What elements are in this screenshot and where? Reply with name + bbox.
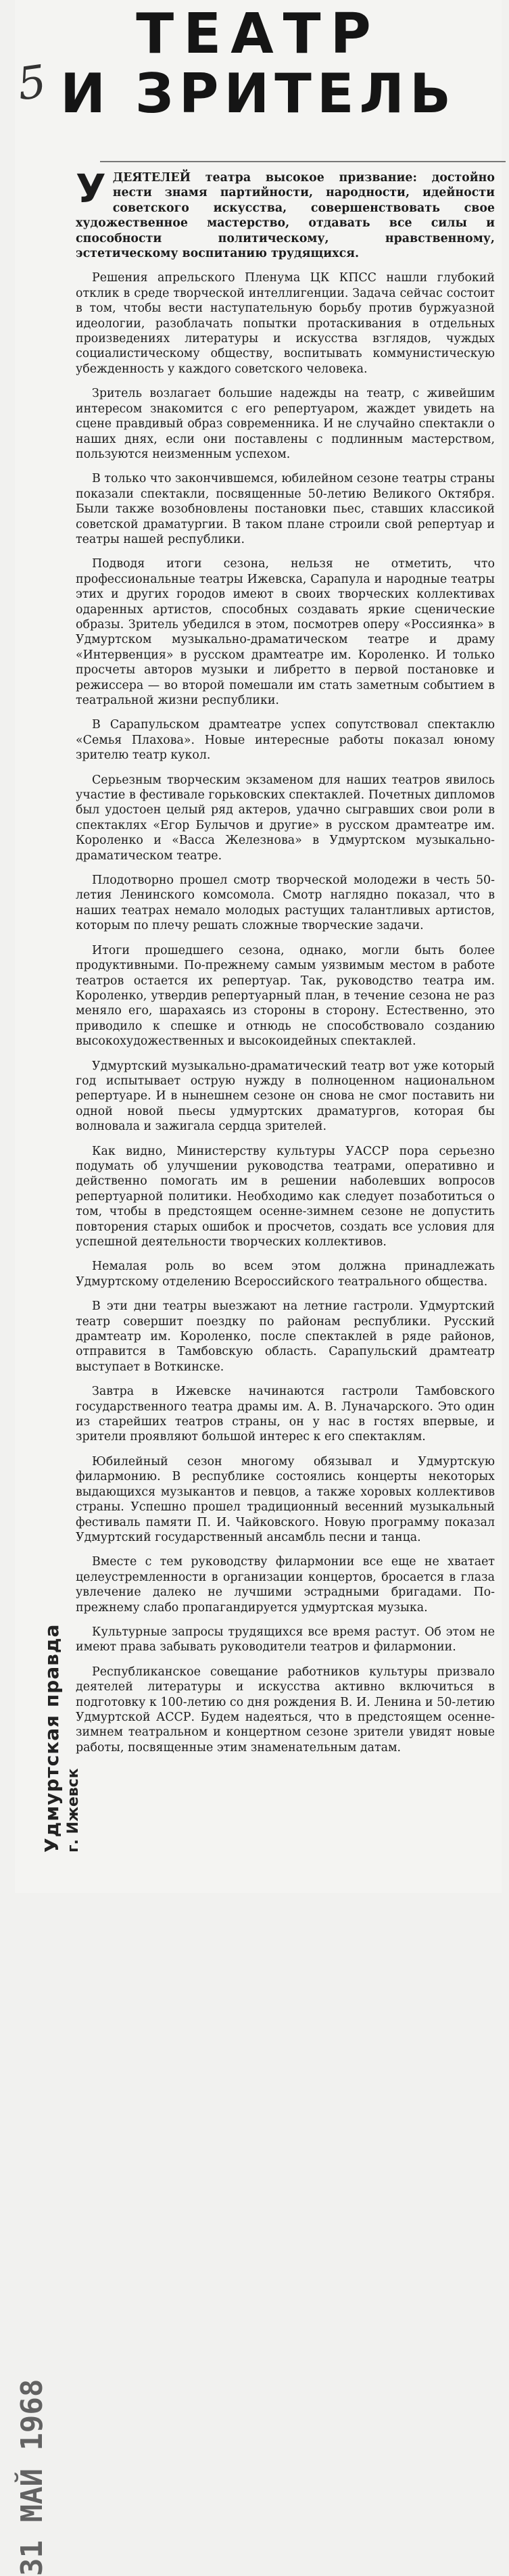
article-paragraph: Республиканское совещание работников культуры призвало деятелей литературы и искусства активно включиться в подготовку к 100-летию со дня рождения В. И. Ленина и 50-летию Удмуртской АССР. Будем надеяться, что в предстоящем осенне-зимнем театральном и концертном сезоне зрители увидят новые работы, посвященные этим знаменательным датам. <box>76 1665 495 1755</box>
headline-divider <box>100 161 506 162</box>
article-paragraph: Подводя итоги сезона, нельзя не отметить, что профессиональные театры Ижевска, Сарапула и народные театры этих и других городов имеют в своих творческих коллективах одаренных артистов, способных создавать яркие сценические образы. Зритель убедился в этом, посмотрев оперу «Россиянка» в Удмуртском музыкально-драматическом театре и драму «Интервенция» в русском драмтеатре им. Короленко. И только просчеты авторов музыки и либретто в первой постановке и режиссера — во второй помешали им стать заметным событием в театральной жизни республики. <box>76 557 495 707</box>
article-paragraph: Решения апрельского Пленума ЦК КПСС нашли глубокий отклик в среде творческой интеллигенции. Задача сейчас состоит в том, чтобы вести наступательную борьбу против буржуазной идеологии, разоблачать попытки протаскивания в отдельных произведениях литературы и искусства взглядов, чуждых социалистическому обществу, воспитывать коммунистическую убежденность у каждого советского человека. <box>76 271 495 376</box>
article-paragraph: УДЕЯТЕЛЕЙ театра высокое призвание: достойно нести знамя партийности, народности, идейности советского искусства, совершенствовать свое художественное мастерство, отдавать все силы и способности политическому, нравственному, эстетическому воспитанию трудящихся. <box>76 166 495 261</box>
article-paragraph: В только что закончившемся, юбилейном сезоне театры страны показали спектакли, посвященные 50-летию Великого Октября. Были также возобновлены постановки пьес, ставших классикой советской драматургии. В таком плане строили свой репертуар и театры нашей республики. <box>76 472 495 546</box>
article-paragraph: Зритель возлагает большие надежды на театр, с живейшим интересом знакомится с его репертуаром, жаждет увидеть на сцене правдивый образ современника. И не случайно спектакли о наших днях, если они поставлены с подлинным мастерством, пользуются неизменным успехом. <box>76 387 495 461</box>
article-paragraph: Итоги прошедшего сезона, однако, могли быть более продуктивными. По-прежнему самым уязвимым местом в работе театров остается их репертуар. Так, руководство театра им. Короленко, утвердив репертуарный план, в течение сезона не раз меняло его, шарахаясь из стороны в сторону. Естественно, это приводило к спешке и отнюдь не способствовало созданию высокохудожественных и высокоидейных спектаклей. <box>76 943 495 1049</box>
article-paragraph: В Сарапульском драмтеатре успех сопутствовал спектаклю «Семья Плахова». Новые интересные работы показал юному зрителю театр кукол. <box>76 718 495 763</box>
article-paragraph: В эти дни театры выезжают на летние гастроли. Удмуртский театр совершит поездку по районам республики. Русский драмтеатр им. Короленко, после спектаклей в ряде районов, отправится в Тамбовскую область. Сарапульский драмтеатр выступает в Воткинске. <box>76 1299 495 1374</box>
article-paragraph: Удмуртский музыкально-драматический театр вот уже который год испытывает острую нужду в полноценном национальном репертуаре. И в нынешнем сезоне он снова не смог поставить ни одной новой пьесы удмуртских драматургов, которая бы волновала и зажигала сердца зрителей. <box>76 1059 495 1134</box>
article-paragraph: Завтра в Ижевске начинаются гастроли Тамбовского государственного театра драмы им. А. В. Луначарского. Это один из старейших театров страны, он у нас в гостях впервые, и зрители проявляют большой интерес к его спектаклям. <box>76 1385 495 1444</box>
article-paragraph: Плодотворно прошел смотр творческой молодежи в честь 50-летия Ленинского комсомола. Смотр наглядно показал, что в наших театрах немало молодых растущих талантливых артистов, которым по плечу решать сложные творческие задачи. <box>76 874 495 933</box>
headline-line-2: И ЗРИТЕЛЬ <box>60 62 456 125</box>
article-paragraph: Как видно, Министерству культуры УАССР пора серьезно подумать об улучшении руководства театрами, оперативно и действенно помогать им в решении наболевших вопросов репертуарной политики. Необходимо как следует позаботиться о том, чтобы в предстоящем осенне-зимнем сезоне не допустить повторения старых ошибок и просчетов, создать все условия для успешной деятельности творческих коллективов. <box>76 1144 495 1249</box>
headline-line-1: ТЕАТР <box>136 2 381 66</box>
date-stamp: 31 МАЙ 1968 <box>15 2379 49 2576</box>
article-body <box>76 166 495 1765</box>
drop-cap: У <box>76 166 106 212</box>
newspaper-city: г. Ижевск <box>65 1768 82 1853</box>
handwritten-number: 5 <box>14 55 50 111</box>
newspaper-name: Удмуртская правда <box>41 1623 63 1853</box>
article-paragraph: Серьезным творческим экзаменом для наших театров явилось участие в фестивале горьковских спектаклей. Почетных дипломов был удостоен целый ряд актеров, удачно сыгравших свои роли в спектаклях «Егор Булычов и другие» в русском драмтеатре им. Короленко и «Васса Железнова» в Удмуртском музыкально-драматическом театре. <box>76 773 495 863</box>
article-paragraph: Немалая роль во всем этом должна принадлежать Удмуртскому отделению Всероссийского театрального общества. <box>76 1260 495 1289</box>
source-annotation <box>0 1203 82 2576</box>
article-paragraph: Вместе с тем руководству филармонии все еще не хватает целеустремленности в организации концертов, бросается в глаза увлечение далеко не лучшими эстрадными бригадами. По-прежнему слабо пропагандируется удмуртская музыка. <box>76 1555 495 1615</box>
article-paragraph: Культурные запросы трудящихся все время растут. Об этом не имеют права забывать руководители театров и филармонии. <box>76 1625 495 1654</box>
article-paragraph: Юбилейный сезон многому обязывал и Удмуртскую филармонию. В республике состоялись концерты некоторых выдающихся музыкантов и певцов, а также хоровых коллективов страны. Успешно прошел традиционный весенний музыкальный фестиваль памяти П. И. Чайковского. Новую программу показал Удмуртский государственный ансамбль песни и танца. <box>76 1454 495 1544</box>
